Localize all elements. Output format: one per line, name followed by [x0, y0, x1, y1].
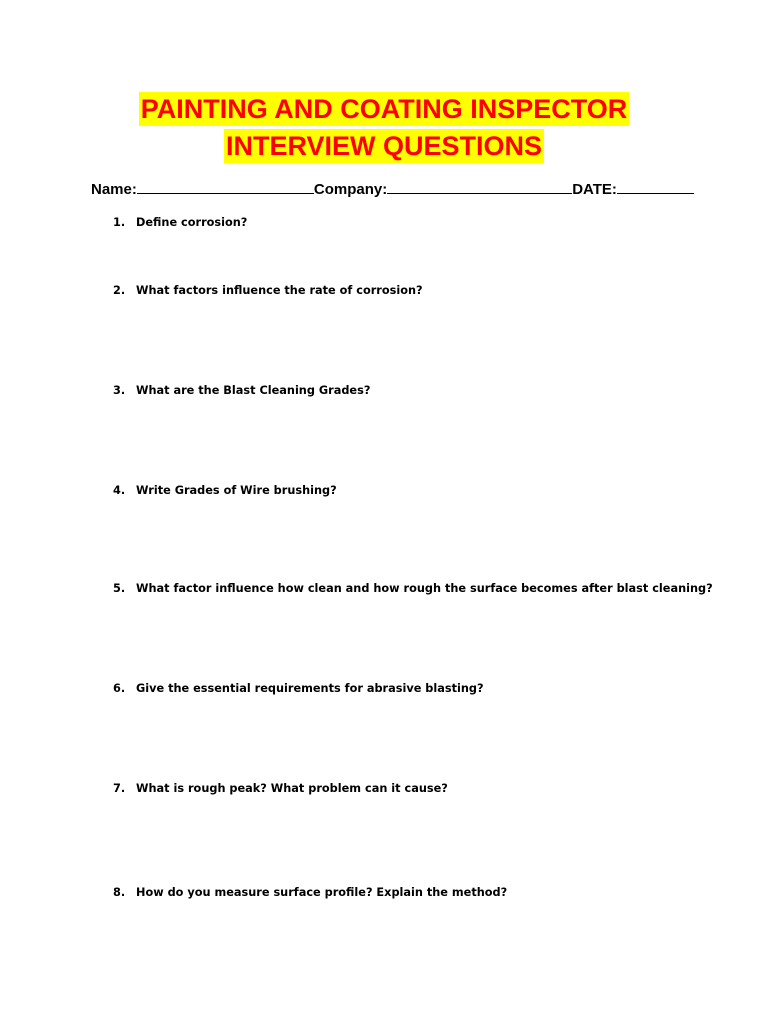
question-text: Write Grades of Wire brushing? — [136, 484, 337, 497]
date-blank-line — [617, 179, 694, 194]
question-text: What factors influence the rate of corrosion? — [136, 284, 423, 297]
name-blank-line — [137, 179, 314, 194]
question-8 — [113, 885, 507, 901]
title-line-2: INTERVIEW QUESTIONS — [225, 131, 543, 161]
question-number: 1. — [113, 216, 126, 229]
question-text: What is rough peak? What problem can it cause? — [136, 782, 448, 795]
question-text: Give the essential requirements for abrasive blasting? — [136, 682, 484, 695]
date-label: DATE: — [572, 181, 617, 198]
question-number: 8. — [113, 886, 126, 899]
question-text: Define corrosion? — [136, 216, 248, 229]
question-number: 5. — [113, 582, 126, 595]
document-title — [0, 92, 768, 166]
company-label: Company: — [313, 181, 388, 198]
question-number: 2. — [113, 284, 126, 297]
name-label: Name: — [91, 181, 137, 198]
question-2 — [113, 283, 423, 299]
question-number: 3. — [113, 384, 126, 397]
question-text: How do you measure surface profile? Explain the method? — [136, 886, 508, 899]
header-fields — [91, 179, 691, 200]
question-1 — [113, 215, 247, 231]
title-line-1: PAINTING AND COATING INSPECTOR — [140, 94, 628, 124]
question-number: 7. — [113, 782, 126, 795]
question-number: 4. — [113, 484, 126, 497]
company-blank-line — [387, 179, 572, 194]
question-text: What factor influence how clean and how rough the surface becomes after blast cleaning? — [136, 582, 713, 595]
question-number: 6. — [113, 682, 126, 695]
question-text: What are the Blast Cleaning Grades? — [136, 384, 371, 397]
question-3 — [113, 383, 370, 399]
question-5 — [113, 581, 713, 597]
question-4 — [113, 483, 337, 499]
question-6 — [113, 681, 484, 697]
question-7 — [113, 781, 448, 797]
